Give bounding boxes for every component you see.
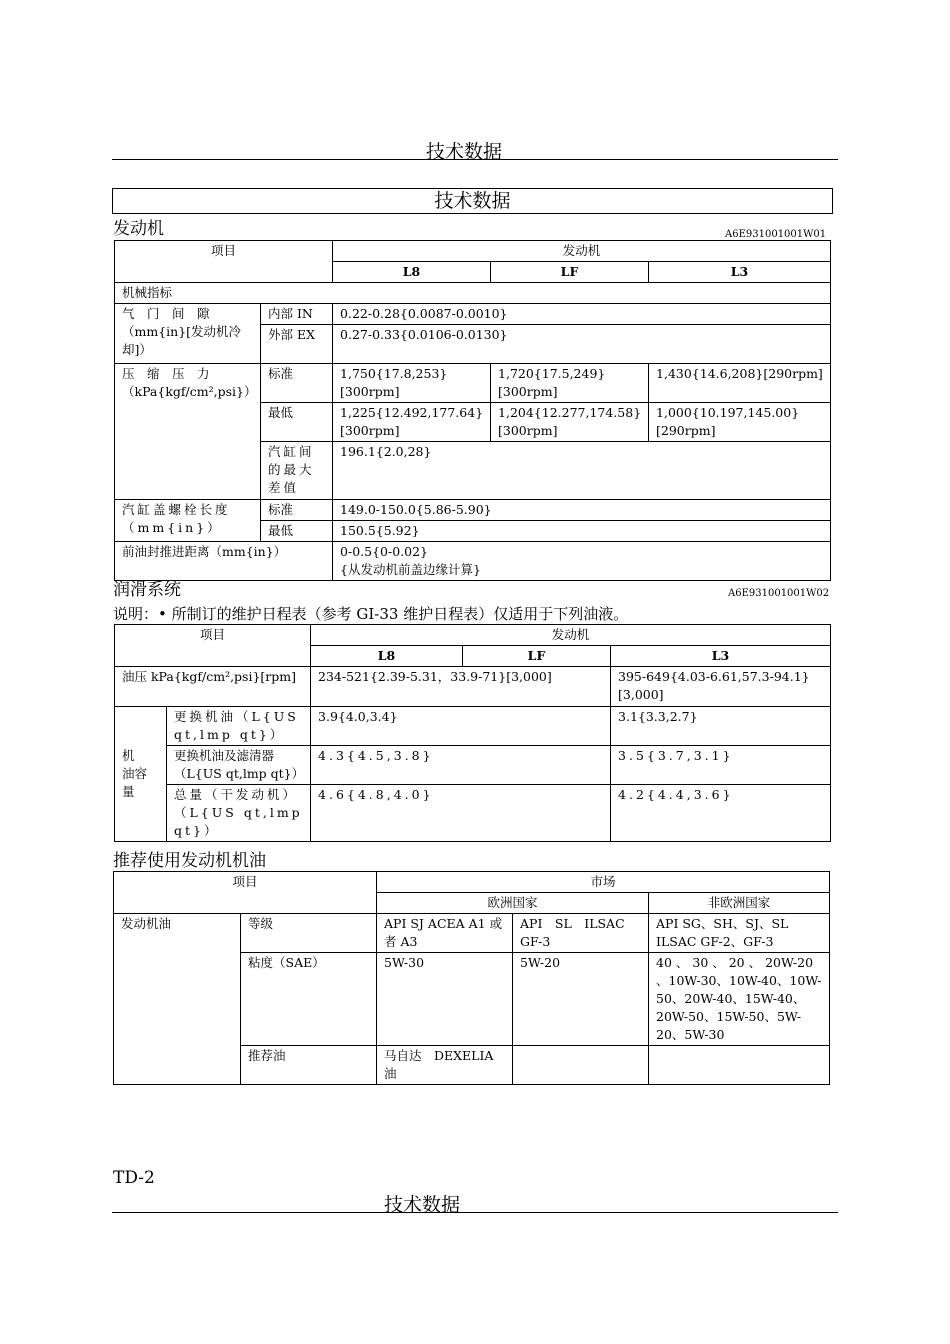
oil-grade: 等级 [241,914,377,953]
comp-label: 压 缩 压 力（kPa{kgf/cm²,psi}） [115,364,261,500]
title-box: 技术数据 [112,188,833,214]
pressure-l3: 395-649{4.03-6.61,57.3-94.1}[3,000] [611,667,831,707]
page-header: 技术数据 [426,141,503,163]
seal-label: 前油封推进距离（mm{in}） [115,542,333,581]
oil-change-l8lf: 3.9{4.0,3.4} [311,707,611,746]
bolt-std-val: 149.0-150.0{5.86-5.90} [333,500,831,521]
bolt-min-val: 150.5{5.92} [333,521,831,542]
oil-total-l3: 4.2{4.4,3.6} [611,785,831,842]
col-lf: LF [491,262,649,283]
comp-std-l3: 1,430{14.6,208}[290rpm] [649,364,831,403]
col-l8: L8 [333,262,491,283]
lube-table [114,624,831,842]
oil-change-l3: 3.1{3.3,2.7} [611,707,831,746]
lube-col-item: 项目 [115,625,311,667]
col-l3: L3 [649,262,831,283]
oil-total-l8lf: 4.6{4.8,4.0} [311,785,611,842]
comp-min: 最低 [261,403,333,442]
col-item: 项目 [115,241,333,283]
oil-col-item: 项目 [114,872,377,914]
oil-viscosity: 粘度（SAE） [241,953,377,1046]
comp-std: 标准 [261,364,333,403]
lube-note: 说明：• 所制订的维护日程表（参考 GI-33 维护日程表）仅适用于下列油液。 [113,605,629,623]
footer-header: 技术数据 [384,1194,461,1216]
oil-visc-eu1: 5W-30 [377,953,513,1046]
oil-visc-noneu: 40 、 30 、 20 、 20W-20 、10W-30、10W-40、10W-50、20W-40、15W-40、20W-50、15W-50、5W-20、5W-30 [649,953,830,1046]
lube-col-l3: L3 [611,646,831,667]
cap-label: 机 油容量 [115,707,167,842]
oil-filter-l3: 3.5{3.7,3.1} [611,746,831,785]
comp-diff: 汽缸间的最大差值 [261,442,333,500]
oil-col-eu: 欧洲国家 [377,893,649,914]
valve-in-val: 0.22-0.28{0.0087-0.0010} [333,304,831,325]
valve-label: 气 门 间 隙（mm{in}[发动机冷却]） [115,304,261,364]
oil-grade-noneu: API SG、SH、SJ、SL ILSAC GF-2、GF-3 [649,914,830,953]
oil-row-label: 发动机油 [114,914,241,1085]
oil-recommended: 推荐油 [241,1046,377,1085]
oil-rec-noneu [649,1046,830,1085]
oil-col-noneu: 非欧洲国家 [649,893,830,914]
lube-heading: 润滑系统 [113,580,181,600]
oil-change: 更换机油（L{US qt,lmp qt}） [167,707,311,746]
comp-min-l8: 1,225{12.492,177.64}[300rpm] [333,403,491,442]
valve-ex: 外部 EX [261,325,333,364]
pressure-l8lf: 234-521{2.39-5.31，33.9-71}[3,000] [311,667,611,707]
oil-rec-eu2 [513,1046,649,1085]
comp-diff-val: 196.1{2.0,28} [333,442,831,500]
comp-std-l8: 1,750{17.8,253}[300rpm] [333,364,491,403]
oil-grade-eu1: API SJ ACEA A1 或者 A3 [377,914,513,953]
lube-code: A6E931001001W02 [728,588,830,599]
bolt-min: 最低 [261,521,333,542]
oil-grade-eu2: API SL ILSAC GF-3 [513,914,649,953]
mech-row: 机械指标 [115,283,831,304]
oil-col-market: 市场 [377,872,830,893]
seal-note: {从发动机前盖边缘计算} [340,562,481,577]
oil-filter-l8lf: 4.3{4.5,3.8} [311,746,611,785]
oil-heading: 推荐使用发动机机油 [113,851,266,871]
pressure-label: 油压 kPa{kgf/cm²,psi}[rpm] [115,667,311,707]
bolt-label: 汽缸盖螺栓长度（mm{in}） [115,500,261,542]
valve-ex-val: 0.27-0.33{0.0106-0.0130} [333,325,831,364]
seal-value: 0-0.5{0-0.02} [340,544,428,559]
bolt-std: 标准 [261,500,333,521]
seal-val [333,542,831,581]
comp-min-lf: 1,204{12.277,174.58}[300rpm] [491,403,649,442]
engine-code: A6E931001001W01 [725,229,827,240]
valve-in: 内部 IN [261,304,333,325]
oil-table [113,871,830,1085]
oil-filter: 更换机油及滤清器（L{US qt,lmp qt}） [167,746,311,785]
header-rule [112,159,838,160]
footer-page-number: TD-2 [113,1168,155,1188]
engine-table [114,240,831,581]
lube-col-engine: 发动机 [311,625,831,646]
comp-min-l3: 1,000{10.197,145.00}[290rpm] [649,403,831,442]
lube-col-l8: L8 [311,646,463,667]
oil-rec-eu1: 马自达 DEXELIA 油 [377,1046,513,1085]
engine-heading: 发动机 [113,219,164,239]
col-engine: 发动机 [333,241,831,262]
comp-std-lf: 1,720{17.5,249}[300rpm] [491,364,649,403]
oil-total: 总量（干发动机）（L{US qt,lmp qt}） [167,785,311,842]
oil-visc-eu2: 5W-20 [513,953,649,1046]
lube-col-lf: LF [463,646,611,667]
footer-rule [112,1212,838,1213]
